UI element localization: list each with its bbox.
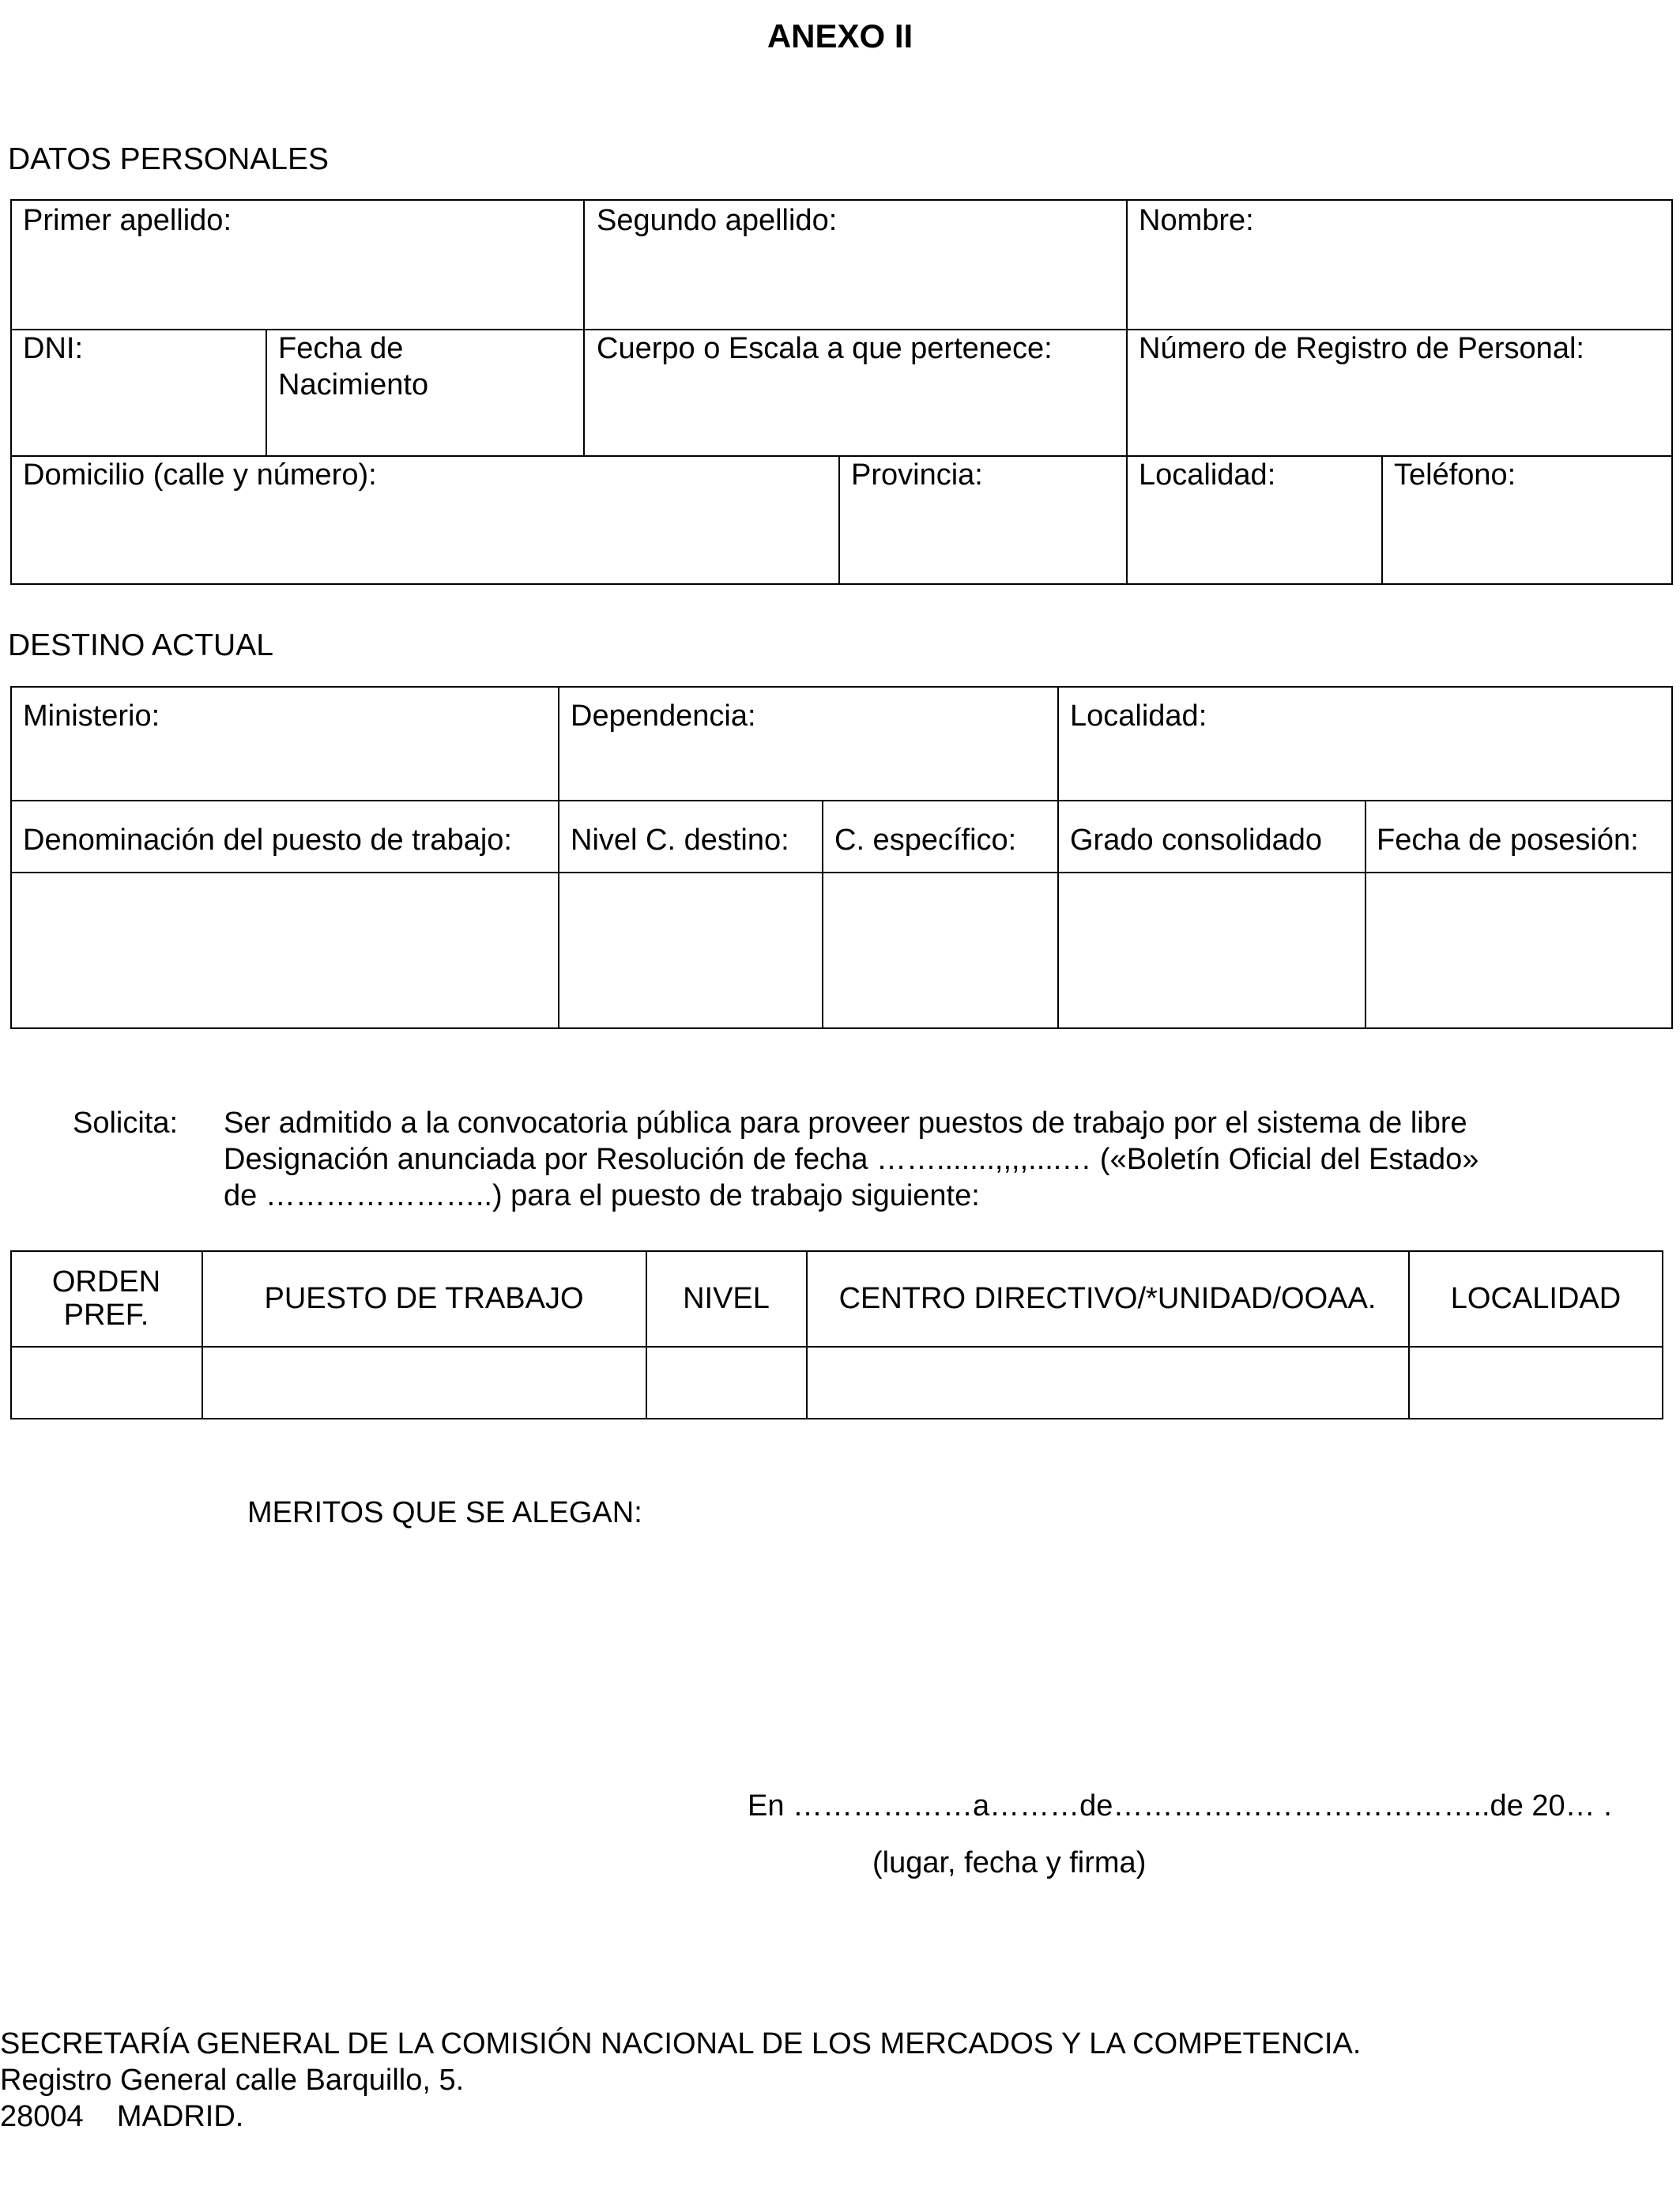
meritos-input-area[interactable] xyxy=(247,1541,1662,1778)
page-title: ANEXO II xyxy=(767,17,913,55)
table-divider xyxy=(266,329,267,455)
field-dependencia[interactable]: Dependencia: xyxy=(571,699,756,733)
section-heading-destino-actual: DESTINO ACTUAL xyxy=(8,628,273,662)
field-fecha-nacimiento-line2[interactable]: Nacimiento xyxy=(278,368,429,401)
input-orden-pref[interactable] xyxy=(12,1348,201,1418)
input-localidad-puesto[interactable] xyxy=(1410,1348,1662,1418)
table-divider xyxy=(583,199,585,455)
column-denominacion-puesto: Denominación del puesto de trabajo: xyxy=(23,824,512,857)
field-segundo-apellido[interactable]: Segundo apellido: xyxy=(597,204,838,237)
input-nivel-c-destino[interactable] xyxy=(559,873,821,1027)
table-divider xyxy=(1126,199,1128,585)
solicita-text-line1: Ser admitido a la convocatoria pública para proveer puestos de trabajo por el sistema de libre xyxy=(224,1106,1467,1140)
field-primer-apellido[interactable]: Primer apellido: xyxy=(23,204,232,237)
section-heading-datos-personales: DATOS PERSONALES xyxy=(8,142,330,176)
column-c-especifico: C. específico: xyxy=(834,824,1017,857)
input-denominacion-puesto[interactable] xyxy=(12,873,557,1027)
field-numero-registro-personal[interactable]: Número de Registro de Personal: xyxy=(1139,332,1584,365)
footer-organization: SECRETARÍA GENERAL DE LA COMISIÓN NACIONAL DE LOS MERCADOS Y LA COMPETENCIA. xyxy=(0,2027,1362,2060)
field-localidad-personal[interactable]: Localidad: xyxy=(1139,458,1276,492)
column-nivel: NIVEL xyxy=(683,1282,770,1315)
solicita-label: Solicita: xyxy=(73,1106,179,1140)
table-divider xyxy=(1381,455,1383,585)
column-orden-pref-line2: PREF. xyxy=(63,1299,149,1332)
input-nivel[interactable] xyxy=(647,1348,805,1418)
meritos-heading: MERITOS QUE SE ALEGAN: xyxy=(247,1496,642,1529)
footer-address: Registro General calle Barquillo, 5. xyxy=(0,2064,465,2097)
field-nombre[interactable]: Nombre: xyxy=(1139,204,1254,237)
input-fecha-posesion[interactable] xyxy=(1366,873,1671,1027)
column-orden-pref-line1: ORDEN xyxy=(51,1265,161,1299)
column-grado-consolidado: Grado consolidado xyxy=(1070,824,1322,857)
table-divider xyxy=(10,800,1673,801)
input-puesto-trabajo[interactable] xyxy=(203,1348,645,1418)
field-dni[interactable]: DNI: xyxy=(23,332,83,365)
input-c-especifico[interactable] xyxy=(823,873,1057,1027)
field-cuerpo-escala[interactable]: Cuerpo o Escala a que pertenece: xyxy=(597,332,1053,365)
field-ministerio[interactable]: Ministerio: xyxy=(23,699,160,733)
signature-caption: (lugar, fecha y firma) xyxy=(872,1846,1147,1879)
signature-date-line[interactable]: En ………………a………de………………………………..de 20… . xyxy=(748,1789,1612,1823)
column-centro-directivo: CENTRO DIRECTIVO/*UNIDAD/OOAA. xyxy=(838,1282,1377,1315)
solicita-text-line3: de …………………..) para el puesto de trabajo siguiente: xyxy=(224,1179,980,1212)
field-provincia[interactable]: Provincia: xyxy=(851,458,983,492)
input-centro-directivo[interactable] xyxy=(808,1348,1407,1418)
solicita-text-line2: Designación anunciada por Resolución de fecha …….......,,,,....… («Boletín Oficial del Estado» xyxy=(224,1143,1479,1176)
field-domicilio[interactable]: Domicilio (calle y número): xyxy=(23,458,377,492)
field-fecha-nacimiento-line1[interactable]: Fecha de xyxy=(278,332,404,365)
field-telefono[interactable]: Teléfono: xyxy=(1394,458,1516,492)
personal-data-table xyxy=(10,199,1673,585)
column-localidad: LOCALIDAD xyxy=(1450,1282,1622,1315)
field-localidad-destino[interactable]: Localidad: xyxy=(1070,699,1207,733)
column-puesto-trabajo: PUESTO DE TRABAJO xyxy=(264,1282,584,1315)
column-orden-pref xyxy=(12,1252,201,1345)
footer-city: 28004 MADRID. xyxy=(0,2100,244,2133)
column-nivel-c-destino: Nivel C. destino: xyxy=(571,824,789,857)
table-divider xyxy=(838,455,840,585)
column-fecha-posesion: Fecha de posesión: xyxy=(1377,824,1639,857)
input-grado-consolidado[interactable] xyxy=(1059,873,1364,1027)
